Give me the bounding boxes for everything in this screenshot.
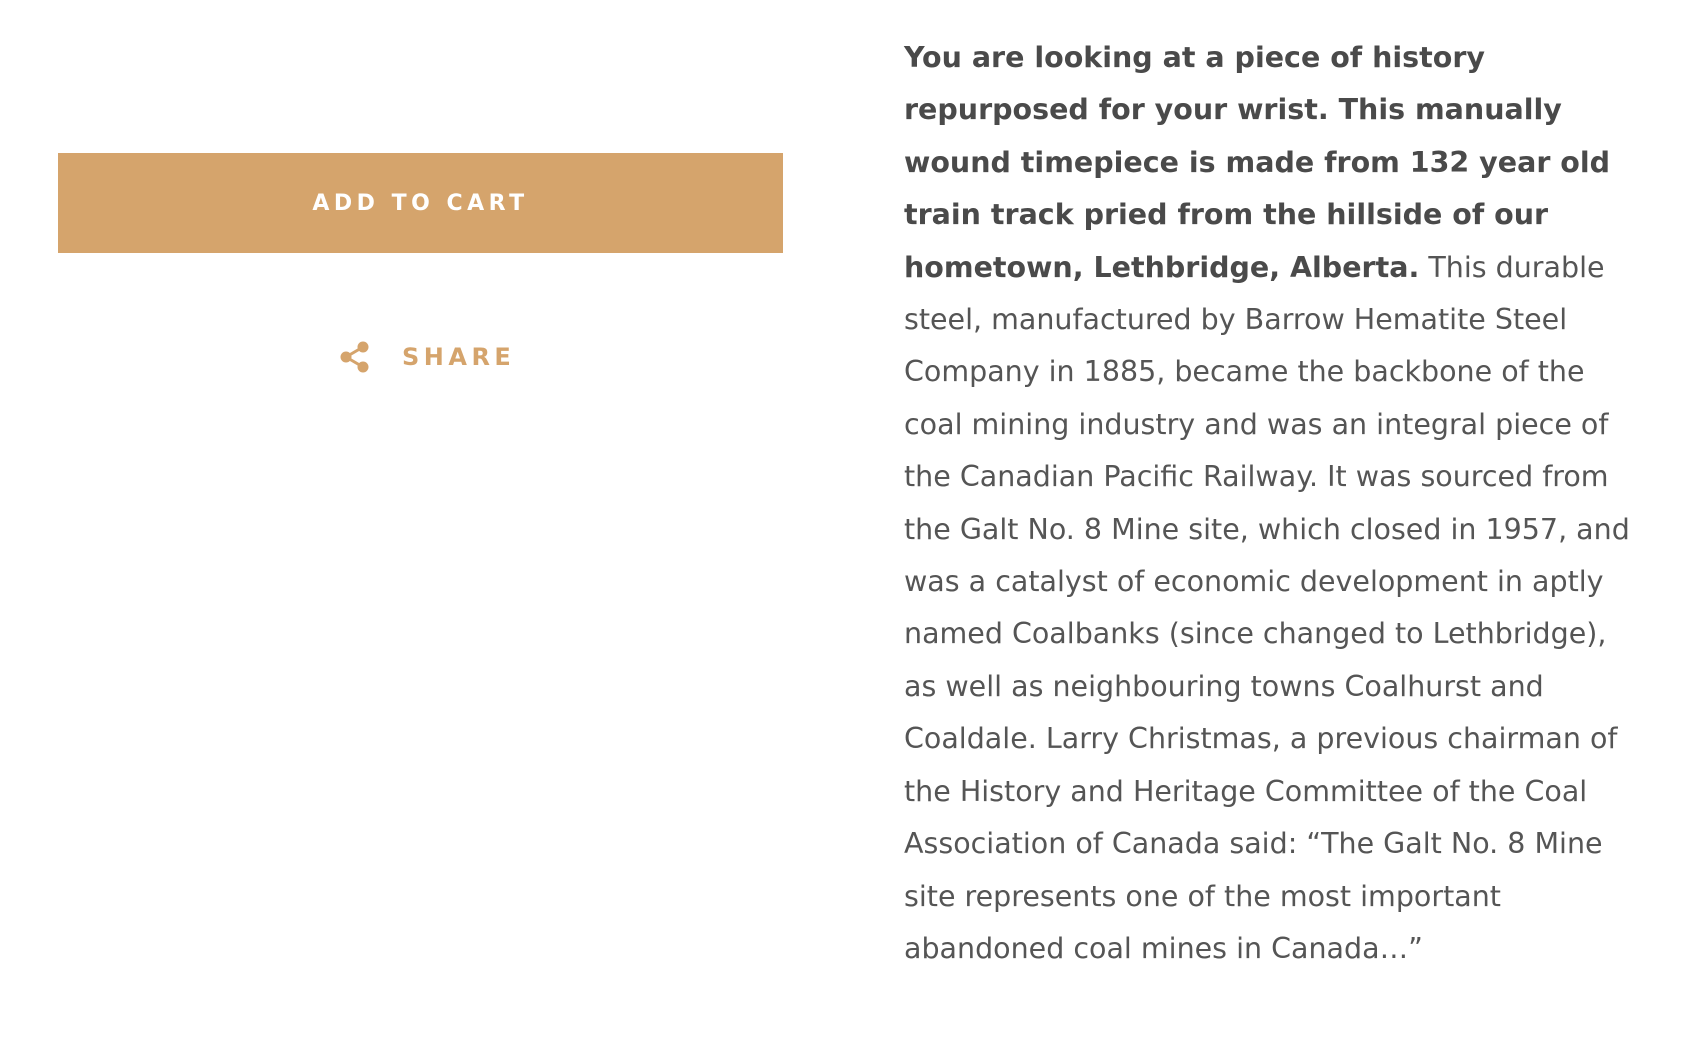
share-label: SHARE [402,343,516,371]
description-body: This durable steel, manufactured by Barrow Hematite Steel Company in 1885, became the backbone of the coal mining industry and was an integral piece of the Canadian Pacific Railway. It was sourced from the Galt No. 8 Mine site, which closed in 1957, and was a catalyst of economic development in aptly named Coalbanks (since changed to Lethbridge), as well as neighbouring towns Coalhurst and Coaldale. Larry Christmas, a previous chairman of the History and Heritage Committee of the Coal Association of Canada said: “The Galt No. 8 Mine site represents one of the most important abandoned coal mines in Canada…” [904,250,1630,965]
purchase-panel [58,0,783,1058]
share-button[interactable] [338,340,515,374]
share-icon [338,340,372,374]
product-description [904,32,1644,975]
description-lead: You are looking at a piece of history repurposed for your wrist. This manually wound timepiece is made from 132 year old train track pried from the hillside of our hometown, Lethbridge, Alberta. [904,41,1611,284]
add-to-cart-button[interactable]: ADD TO CART [58,153,783,253]
